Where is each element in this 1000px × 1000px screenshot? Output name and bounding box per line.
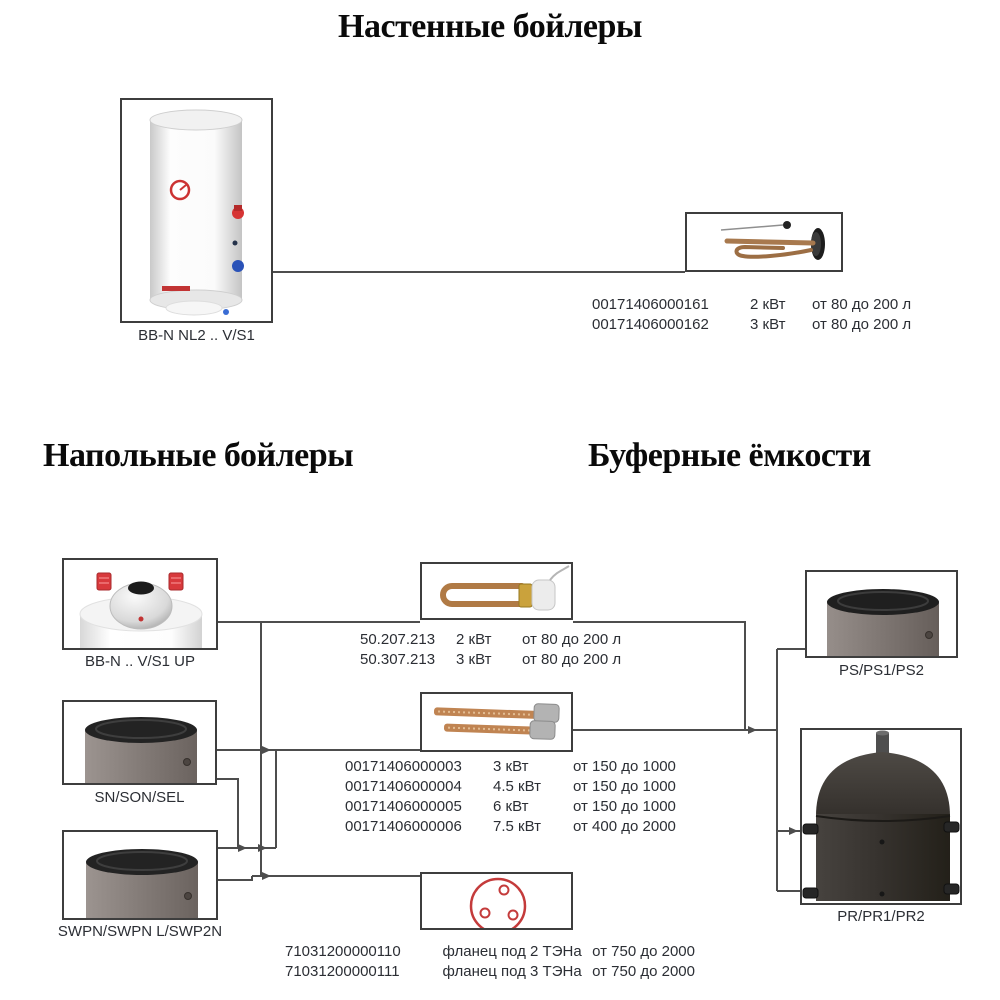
wall-boiler-label: BB-N NL2 .. V/S1 [138,327,255,344]
section-title-floor: Напольные бойлеры [43,437,354,474]
floor-boiler-swpn-label: SWPN/SWPN L/SWP2N [57,923,223,940]
table-row [285,942,695,962]
floor-boiler-sn-label: SN/SON/SEL [94,789,185,806]
wall-boiler-box [120,98,273,323]
wall-element-box [685,212,843,272]
floor-boiler-sn-image [64,702,215,783]
part-code: 71031200000110 [285,943,401,960]
buffer-ps-box [805,570,958,658]
table-row [345,817,680,837]
floor-boiler-up-label: BB-N .. V/S1 UP [84,653,196,670]
part-code: 50.207.213 [360,631,436,648]
part-volume: от 750 до 2000 [592,963,695,980]
part-code: 00171406000005 [345,798,462,815]
table-row [360,630,640,650]
part-power: 2 кВт [456,631,492,648]
buffer-pr-box [800,728,962,905]
part-power: 3 кВт [456,651,492,668]
large-elements-table [345,757,680,837]
part-power: 3 кВт [750,316,786,333]
part-volume: от 80 до 200 л [522,651,622,668]
part-code: 71031200000111 [285,963,400,980]
part-code: 00171406000003 [345,758,462,775]
part-power: 2 кВт [750,296,786,313]
table-row [592,315,937,335]
large-element-box [420,692,573,752]
floor-boiler-up-image [64,560,216,648]
part-code: 00171406000162 [592,316,709,333]
buffer-pr-image [802,730,960,903]
part-description: фланец под 2 ТЭНа [442,943,582,960]
part-power: 4.5 кВт [493,778,541,795]
floor-boiler-swpn-image [64,832,216,918]
part-volume: от 150 до 1000 [573,778,676,795]
part-code: 00171406000006 [345,818,462,835]
wall-heating-element-image [687,214,841,270]
floor-boiler-sn-box [62,700,217,785]
part-volume: от 80 до 200 л [522,631,622,648]
table-row [345,797,680,817]
part-volume: от 80 до 200 л [812,316,912,333]
table-row [592,295,937,315]
small-elements-table [360,630,640,670]
part-description: фланец под 3 ТЭНа [442,963,582,980]
part-code: 00171406000161 [592,296,709,313]
small-element-box [420,562,573,620]
part-volume: от 80 до 200 л [812,296,912,313]
small-heating-element-image [422,564,571,618]
large-heating-element-image [422,694,571,750]
floor-boiler-up-box [62,558,218,650]
buffer-ps-image [807,572,956,656]
part-volume: от 750 до 2000 [592,943,695,960]
buffer-ps-label: PS/PS1/PS2 [838,662,925,679]
table-row [285,962,695,982]
flange-image [422,874,571,928]
buffer-pr-label: PR/PR1/PR2 [837,908,925,925]
part-power: 7.5 кВт [493,818,541,835]
section-title-wall: Настенные бойлеры [338,8,642,45]
part-power: 6 кВт [493,798,529,815]
table-row [345,777,680,797]
wall-boiler-image [122,100,271,321]
floor-boiler-swpn-box [62,830,218,920]
wall-elements-table [592,295,937,335]
part-power: 3 кВт [493,758,529,775]
part-code: 50.307.213 [360,651,436,668]
part-code: 00171406000004 [345,778,462,795]
section-title-buffer: Буферные ёмкости [588,437,871,474]
table-row [360,650,640,670]
part-volume: от 400 до 2000 [573,818,676,835]
flanges-table [285,942,695,982]
table-row [345,757,680,777]
part-volume: от 150 до 1000 [573,798,676,815]
part-volume: от 150 до 1000 [573,758,676,775]
flange-box [420,872,573,930]
